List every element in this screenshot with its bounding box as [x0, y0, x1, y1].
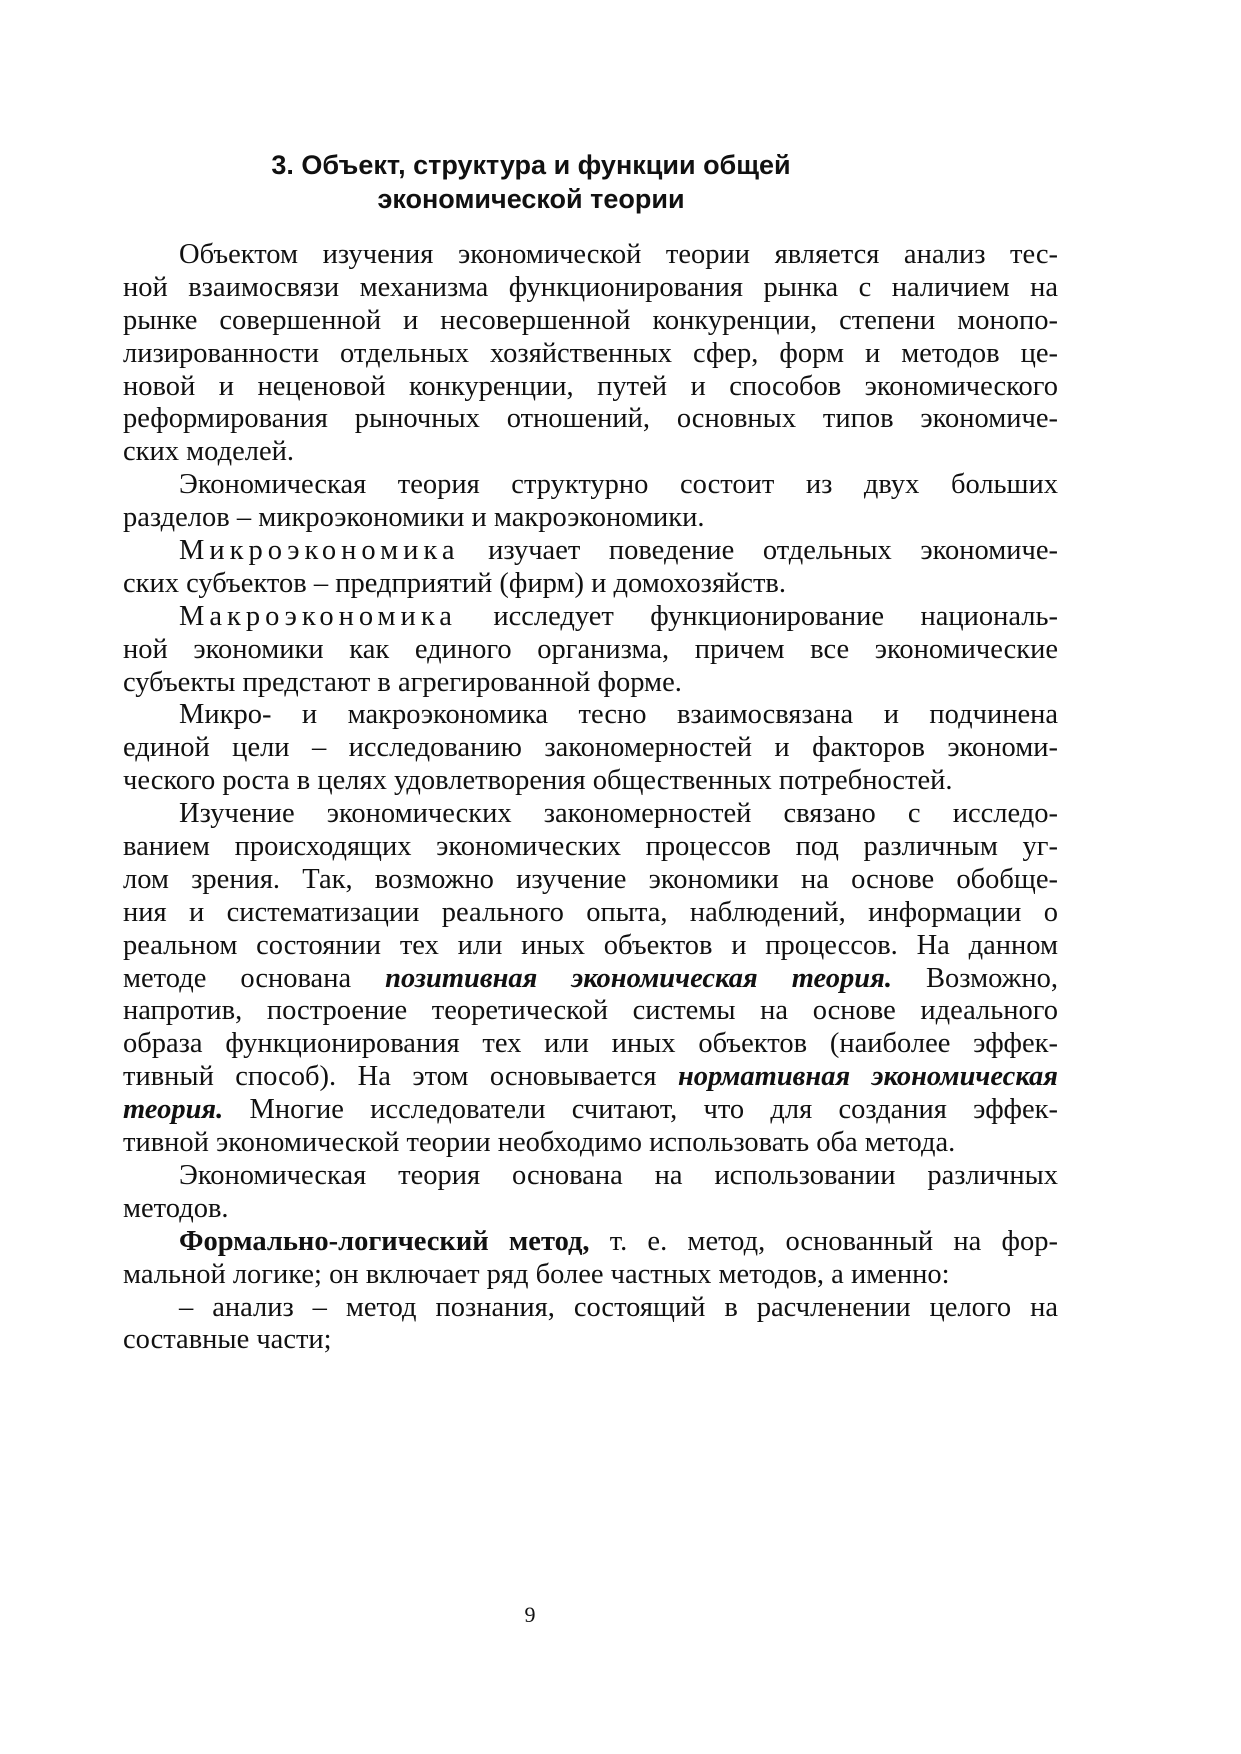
text-line	[123, 502, 1058, 535]
page-number: 9	[524, 1602, 536, 1627]
text-segment: тивной экономической теории необходимо использовать оба метода.	[123, 1127, 956, 1159]
text-line	[123, 930, 1058, 963]
text-line	[123, 963, 1058, 996]
text-segment: ских моделей.	[123, 436, 294, 468]
text-segment: напротив, построение теоретической системы на основе идеального	[123, 995, 1058, 1027]
paragraph	[123, 699, 1058, 798]
text-line	[123, 864, 1058, 897]
text-segment: ских субъектов – предприятий (фирм) и домохозяйств.	[123, 567, 786, 599]
spaced-term: Микроэкономика	[179, 535, 460, 567]
text-segment: т. е. метод, основанный на фор-	[589, 1225, 1058, 1257]
emphasized-term: позитивная экономическая теория.	[385, 962, 892, 994]
text-line	[123, 1061, 1058, 1094]
text-segment: единой цели – исследованию закономерностей и факторов экономи-	[123, 732, 1058, 764]
text-segment: образа функционирования тех или иных объектов (наиболее эффек-	[123, 1028, 1058, 1060]
text-line	[123, 436, 1058, 469]
text-segment: тивный способ). На этом основывается	[123, 1061, 678, 1093]
text-segment: лизированности отдельных хозяйственных сфер, форм и методов це-	[123, 337, 1058, 369]
text-line	[123, 798, 1058, 831]
text-line	[123, 1324, 1058, 1357]
text-line	[123, 403, 1058, 436]
emphasized-term: нормативная экономическая	[677, 1061, 1058, 1093]
text-segment: ческого роста в целях удовлетворения общественных потребностей.	[123, 765, 953, 797]
paragraph	[123, 1292, 1058, 1358]
text-line	[123, 897, 1058, 930]
text-segment: методов.	[123, 1192, 229, 1224]
text-segment: реальном состоянии тех или иных объектов и процессов. На данном	[123, 929, 1058, 961]
paragraph	[123, 601, 1058, 700]
section-heading	[231, 148, 831, 216]
bold-term: Формально-логический метод,	[179, 1225, 590, 1257]
text-line	[123, 1094, 1058, 1127]
text-segment: составные части;	[123, 1324, 332, 1356]
text-segment: Микро- и макроэкономика тесно взаимосвязана и подчинена	[179, 699, 1058, 731]
text-line	[123, 1292, 1058, 1325]
text-line	[123, 1160, 1058, 1193]
text-segment: Экономическая теория основана на использовании различных	[179, 1159, 1058, 1191]
text-segment: ной экономики как единого организма, причем все экономические	[123, 633, 1058, 665]
text-line	[123, 239, 1058, 272]
text-segment: рынке совершенной и несовершенной конкуренции, степени монопо-	[123, 304, 1058, 336]
text-segment: изучает поведение отдельных экономиче-	[459, 535, 1058, 567]
text-segment: Объектом изучения экономической теории является анализ тес-	[179, 239, 1058, 270]
paragraph	[123, 798, 1058, 1160]
text-line	[123, 732, 1058, 765]
text-segment: Экономическая теория структурно состоит из двух больших	[179, 469, 1058, 501]
emphasized-term: теория.	[123, 1094, 224, 1126]
text-line	[123, 1193, 1058, 1226]
text-segment: Изучение экономических закономерностей связано с исследо-	[179, 798, 1058, 830]
text-segment: методе основана	[123, 962, 386, 994]
text-segment: мальной логике; он включает ряд более частных методов, а именно:	[123, 1258, 950, 1290]
text-line	[123, 338, 1058, 371]
paragraph	[123, 535, 1058, 601]
section-heading-line: экономической теории	[377, 184, 685, 214]
text-segment: реформирования рыночных отношений, основных типов экономиче-	[123, 403, 1058, 435]
text-line	[123, 469, 1058, 502]
text-line	[123, 699, 1058, 732]
section-heading-line: 3. Объект, структура и функции общей	[271, 150, 791, 180]
text-segment: лом зрения. Так, возможно изучение экономики на основе обобще-	[123, 863, 1058, 895]
text-segment: исследует функционирование националь-	[456, 600, 1058, 632]
text-line	[123, 371, 1058, 404]
paragraph	[123, 1160, 1058, 1226]
paragraph	[123, 239, 1058, 469]
text-line	[123, 831, 1058, 864]
text-line	[123, 568, 1058, 601]
text-segment: ванием происходящих экономических процессов под различным уг-	[123, 831, 1058, 863]
text-segment: Возможно,	[891, 962, 1058, 994]
text-segment: ной взаимосвязи механизма функционирования рынка с наличием на	[123, 271, 1058, 303]
text-line	[123, 634, 1058, 667]
text-line	[123, 1259, 1058, 1292]
text-segment: субъекты предстают в агрегированной форме.	[123, 666, 682, 698]
text-segment: разделов – микроэкономики и макроэкономики.	[123, 502, 705, 534]
text-line	[123, 1028, 1058, 1061]
text-line	[123, 272, 1058, 305]
text-line	[123, 305, 1058, 338]
paragraph	[123, 469, 1058, 535]
text-line	[123, 667, 1058, 700]
text-line	[123, 765, 1058, 798]
text-segment: ния и систематизации реального опыта, наблюдений, информации о	[123, 896, 1058, 928]
text-segment: новой и неценовой конкуренции, путей и способов экономического	[123, 370, 1058, 402]
spaced-term: Макроэкономика	[179, 600, 457, 632]
text-segment: Многие исследователи считают, что для создания эффек-	[223, 1094, 1058, 1126]
text-line	[123, 601, 1058, 634]
text-line	[123, 995, 1058, 1028]
text-line	[123, 535, 1058, 568]
text-segment: – анализ – метод познания, состоящий в расчленении целого на	[179, 1291, 1058, 1323]
paragraph	[123, 1226, 1058, 1292]
text-line	[123, 1127, 1058, 1160]
body-text	[123, 239, 1058, 1357]
text-line	[123, 1226, 1058, 1259]
